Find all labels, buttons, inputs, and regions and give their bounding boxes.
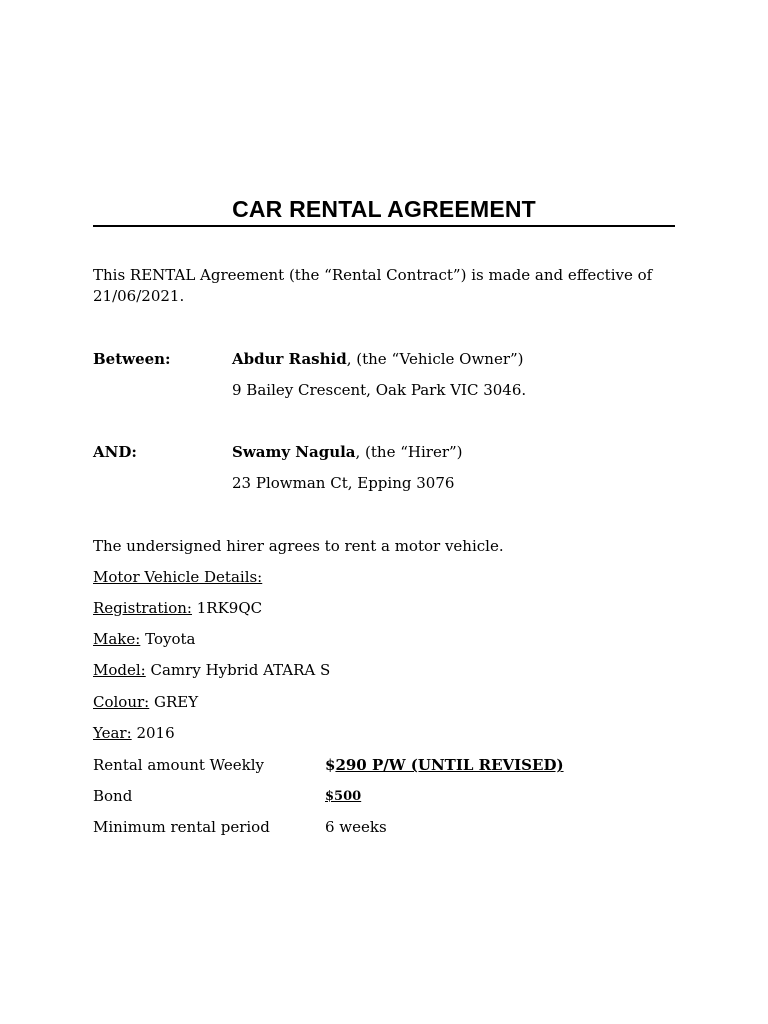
title-underline [93, 225, 675, 227]
model-row [93, 660, 330, 680]
hirer-name: Swamy Nagula [232, 443, 356, 461]
between-label: Between: [93, 350, 171, 368]
model-label: Model: [93, 661, 146, 679]
owner-role: , (the “Vehicle Owner”) [346, 350, 524, 368]
year-label: Year: [93, 724, 132, 742]
hirer-role: , (the “Hirer”) [355, 443, 463, 461]
document-title: CAR RENTAL AGREEMENT [232, 196, 536, 222]
make-value: Toyota [145, 630, 196, 648]
make-row [93, 629, 195, 649]
intro-paragraph: This RENTAL Agreement (the “Rental Contract”) is made and effective of 21/06/2021. [93, 266, 653, 305]
hirer-address: 23 Plowman Ct, Epping 3076 [232, 474, 455, 492]
weekly-rent-value [325, 755, 564, 775]
colour-label: Colour: [93, 693, 150, 711]
vehicle-details-heading: Motor Vehicle Details: [93, 568, 263, 586]
registration-label: Registration: [93, 599, 192, 617]
owner-line [232, 349, 524, 369]
agreement-statement: The undersigned hirer agrees to rent a motor vehicle. [93, 537, 504, 555]
and-label: AND: [93, 443, 137, 461]
make-label: Make: [93, 630, 141, 648]
bond-label: Bond [93, 787, 133, 805]
registration-value: 1RK9QC [196, 599, 263, 617]
hirer-line [232, 442, 463, 462]
year-row [93, 723, 175, 743]
registration-row [93, 598, 262, 618]
owner-name: Abdur Rashid [232, 350, 347, 368]
model-value: Camry Hybrid ATARA S [150, 661, 331, 679]
colour-value: GREY [154, 693, 199, 711]
bond-value: $500 [325, 789, 362, 804]
weekly-rent-label: Rental amount Weekly [93, 756, 264, 774]
year-value: 2016 [136, 724, 175, 742]
owner-address: 9 Bailey Crescent, Oak Park VIC 3046. [232, 381, 527, 399]
weekly-rent-amount: 290 P/W (UNTIL REVISED) [335, 756, 564, 774]
weekly-rent-currency: $ [325, 756, 336, 774]
minimum-period-label: Minimum rental period [93, 818, 270, 836]
minimum-period-value: 6 weeks [325, 818, 387, 836]
colour-row [93, 692, 198, 712]
